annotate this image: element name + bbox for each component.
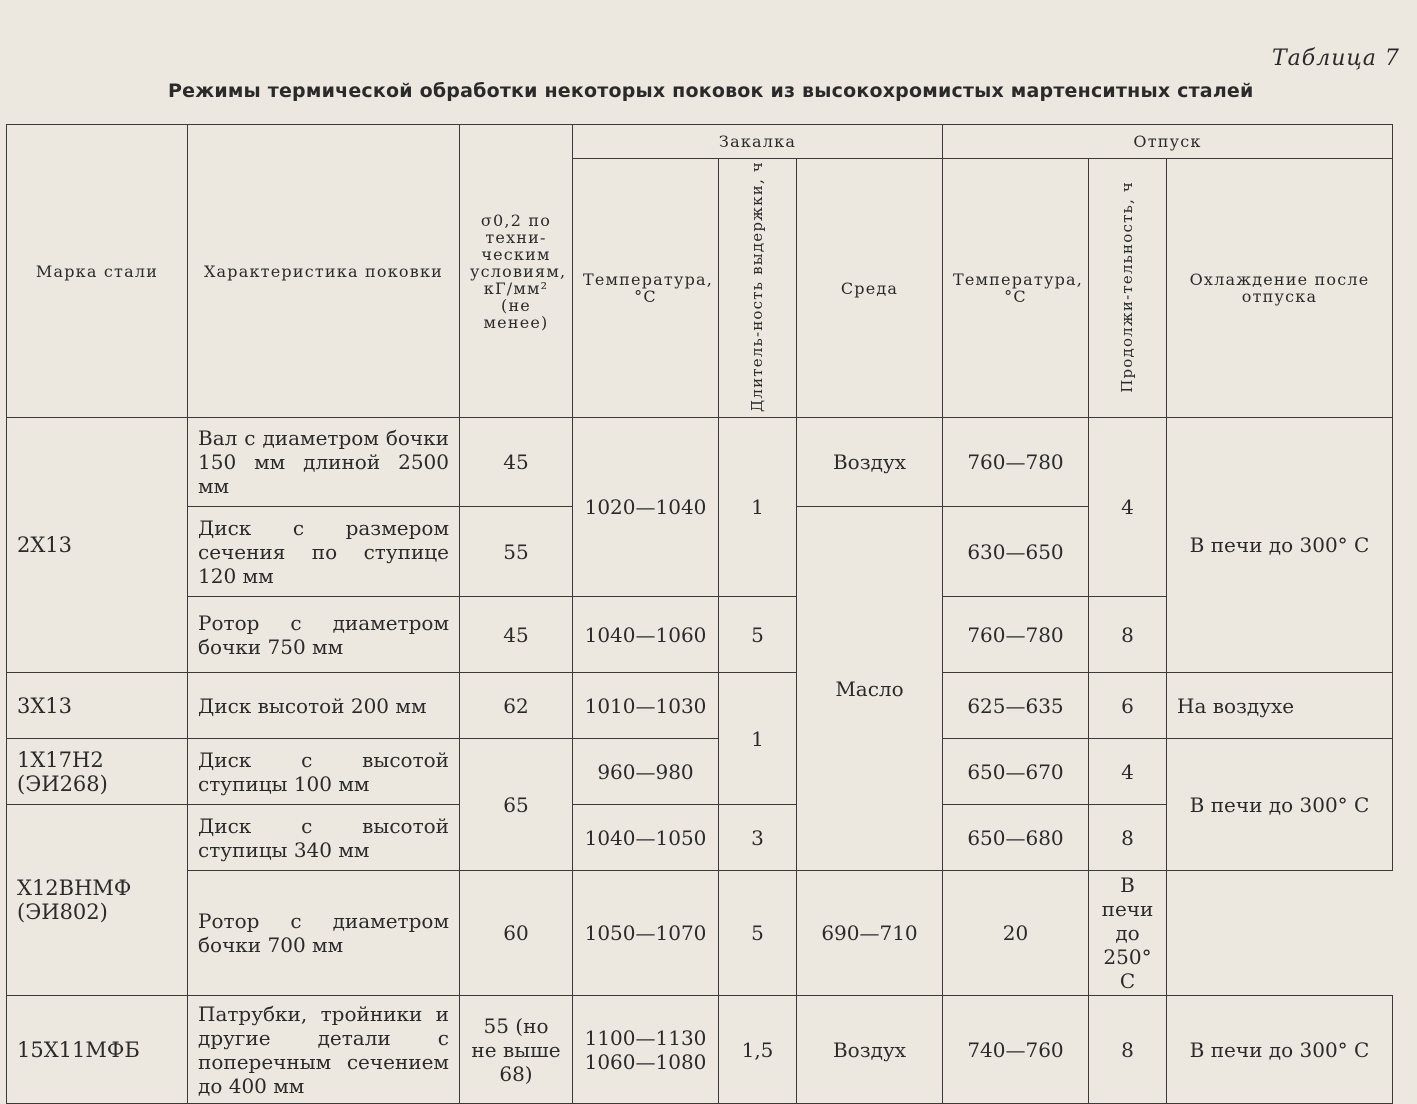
table-row [7,871,1393,996]
cell-temper-duration: 8 [1089,805,1167,871]
cell-quench-medium: Воздух [797,996,943,1104]
cell-sigma: 62 [460,673,573,739]
cell-sigma: 60 [460,871,573,996]
cell-sigma: 45 [460,418,573,507]
header-grade: Марка стали [7,125,188,418]
cell-temper-cooling: В печи до 300° С [1167,739,1393,871]
cell-quench-temp: 1020—1040 [573,418,719,597]
cell-quench-hold: 1,5 [719,996,797,1104]
cell-forging: Диск с высотой ступицы 340 мм [188,805,460,871]
table-title: Режимы термической обработки некоторых поковок из высокохромистых мартенситных сталей [168,80,1254,102]
cell-temper-temp: 650—680 [943,805,1089,871]
cell-temper-temp: 760—780 [943,418,1089,507]
cell-quench-temp: 1010—1030 [573,673,719,739]
cell-temper-temp: 650—670 [943,739,1089,805]
cell-quench-temp: 1050—1070 [573,871,719,996]
cell-temper-duration: 6 [1089,673,1167,739]
cell-temper-cooling: На воздухе [1167,673,1393,739]
cell-temper-temp: 690—710 [797,871,943,996]
cell-grade: 2Х13 [7,418,188,673]
cell-grade: 3Х13 [7,673,188,739]
header-temper-duration: Продолжи-тельность, ч [1118,180,1136,393]
cell-forging: Патрубки, тройники и другие детали с поперечным сечением до 400 мм [188,996,460,1104]
cell-temper-duration: 20 [943,871,1089,996]
cell-sigma: 55 (но не выше 68) [460,996,573,1104]
header-quench-group: Закалка [573,125,943,159]
cell-temper-duration: 8 [1089,597,1167,673]
cell-forging: Вал с диаметром бочки 150 мм длиной 2500 мм [188,418,460,507]
header-temper-cooling: Охлаждение после отпуска [1167,159,1393,418]
cell-temper-temp: 760—780 [943,597,1089,673]
cell-sigma: 45 [460,597,573,673]
cell-temper-duration: 8 [1089,996,1167,1104]
header-temper-group: Отпуск [943,125,1393,159]
cell-temper-duration: 4 [1089,418,1167,597]
table-row [7,418,1393,507]
cell-quench-temp: 960—980 [573,739,719,805]
table-row [7,739,1393,805]
cell-forging: Ротор с диаметром бочки 700 мм [188,871,460,996]
cell-quench-medium: Воздух [797,418,943,507]
cell-grade: 1Х17Н2 (ЭИ268) [7,739,188,805]
header-forging: Характеристика поковки [188,125,460,418]
cell-quench-temp: 1040—1060 [573,597,719,673]
cell-temper-cooling: В печи до 300° С [1167,418,1393,673]
cell-quench-hold: 5 [719,597,797,673]
cell-forging: Ротор с диаметром бочки 750 мм [188,597,460,673]
table-row [7,673,1393,739]
table-number: Таблица 7 [1272,46,1400,71]
header-quench-temp: Температура, °С [573,159,719,418]
header-sigma: σ0,2 по техни-ческим условиям, кГ/мм² (не менее) [460,125,573,418]
cell-forging: Диск высотой 200 мм [188,673,460,739]
cell-quench-temp: 1040—1050 [573,805,719,871]
cell-quench-hold: 5 [719,871,797,996]
cell-temper-temp: 625—635 [943,673,1089,739]
cell-quench-hold: 3 [719,805,797,871]
cell-quench-hold: 1 [719,418,797,597]
heat-treatment-table [6,124,1393,1104]
cell-forging: Диск с размером сечения по ступице 120 мм [188,507,460,597]
cell-quench-medium: Масло [797,507,943,871]
header-quench-medium: Среда [797,159,943,418]
cell-quench-temp: 1100—1130 1060—1080 [573,996,719,1104]
cell-grade: 15Х11МФБ [7,996,188,1104]
cell-sigma: 65 [460,739,573,871]
cell-sigma: 55 [460,507,573,597]
cell-grade: Х12ВНМФ (ЭИ802) [7,805,188,996]
cell-forging: Диск с высотой ступицы 100 мм [188,739,460,805]
cell-temper-temp: 740—760 [943,996,1089,1104]
cell-temper-cooling: В печи до 300° С [1167,996,1393,1104]
header-quench-hold: Длитель-ность выдержки, ч [748,161,766,413]
cell-temper-duration: 4 [1089,739,1167,805]
cell-temper-temp: 630—650 [943,507,1089,597]
table-row [7,996,1393,1104]
cell-quench-hold: 1 [719,673,797,805]
cell-temper-cooling: В печи до 250° С [1089,871,1167,996]
header-temper-temp: Температура, °С [943,159,1089,418]
